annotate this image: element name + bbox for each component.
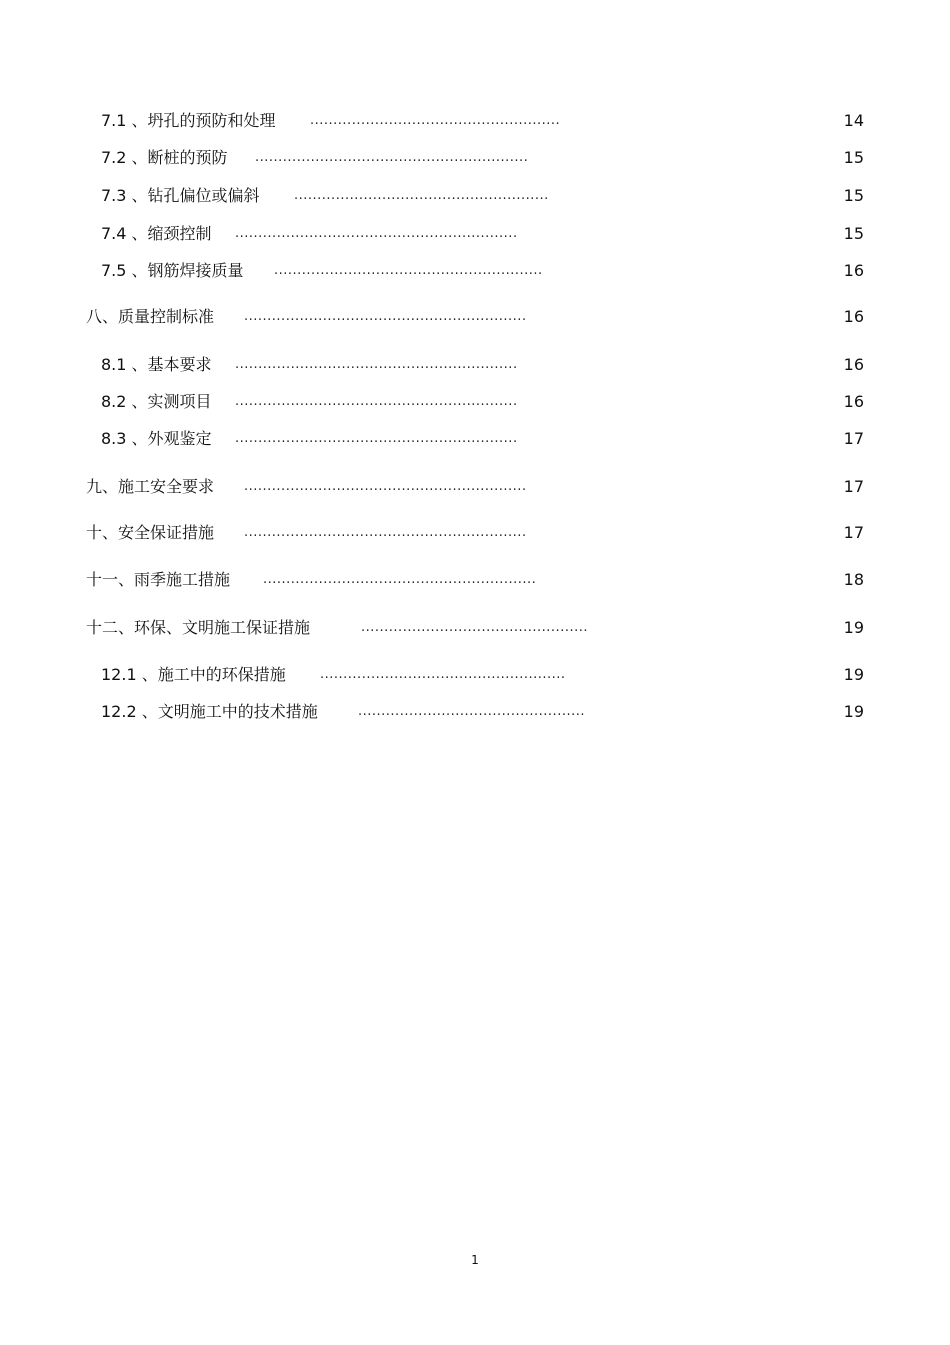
toc-entry-page: 18 xyxy=(843,570,864,589)
toc-entry-label: 8.2 、实测项目 xyxy=(101,392,212,411)
toc-entry-label: 十、安全保证措施 xyxy=(86,523,215,542)
toc-entry-label: 7.5 、钢筋焊接质量 xyxy=(101,261,244,280)
toc-leader-dots: ...................................................... xyxy=(310,113,561,128)
toc-leader-dots: ....................................................... xyxy=(294,188,549,203)
toc-leader-dots: ............................................................. xyxy=(235,357,518,372)
toc-entry-7-2[interactable] xyxy=(0,146,950,170)
toc-entry-label: 十一、雨季施工措施 xyxy=(86,570,231,589)
toc-entry-label: 12.1 、施工中的环保措施 xyxy=(101,665,286,684)
toc-entry-page: 15 xyxy=(843,148,864,167)
toc-entry-8-3[interactable] xyxy=(0,427,950,451)
toc-leader-dots: ............................................................. xyxy=(235,226,518,241)
toc-entry-chapter-8[interactable] xyxy=(0,305,950,329)
toc-entry-page: 16 xyxy=(843,307,864,326)
toc-leader-dots: .......................................................... xyxy=(274,263,543,278)
toc-entry-page: 19 xyxy=(843,665,864,684)
toc-entry-label: 九、施工安全要求 xyxy=(86,477,215,496)
toc-entry-page: 15 xyxy=(843,224,864,243)
toc-entry-12-2[interactable] xyxy=(0,700,950,724)
toc-entry-page: 16 xyxy=(843,392,864,411)
toc-leader-dots: ................................................. xyxy=(358,704,585,719)
toc-leader-dots: ............................................................. xyxy=(235,431,518,446)
toc-entry-label: 8.1 、基本要求 xyxy=(101,355,212,374)
toc-entry-label: 7.1 、坍孔的预防和处理 xyxy=(101,111,276,130)
toc-entry-page: 16 xyxy=(843,355,864,374)
toc-entry-12-1[interactable] xyxy=(0,663,950,687)
toc-leader-dots: ..................................................... xyxy=(320,667,566,682)
toc-entry-7-4[interactable] xyxy=(0,222,950,246)
toc-leader-dots: ............................................................. xyxy=(244,309,527,324)
toc-entry-page: 17 xyxy=(843,429,864,448)
toc-entry-7-3[interactable] xyxy=(0,184,950,208)
toc-entry-8-2[interactable] xyxy=(0,390,950,414)
toc-entry-page: 16 xyxy=(843,261,864,280)
toc-entry-chapter-11[interactable] xyxy=(0,568,950,592)
page-number: 1 xyxy=(471,1253,479,1267)
toc-leader-dots: ................................................. xyxy=(361,620,588,635)
toc-leader-dots: ........................................................... xyxy=(255,150,529,165)
toc-leader-dots: ............................................................. xyxy=(244,479,527,494)
toc-entry-page: 17 xyxy=(843,477,864,496)
toc-entry-page: 19 xyxy=(843,702,864,721)
toc-entry-label: 12.2 、文明施工中的技术措施 xyxy=(101,702,318,721)
toc-leader-dots: ............................................................. xyxy=(244,525,527,540)
toc-entry-label: 十二、环保、文明施工保证措施 xyxy=(86,618,311,637)
toc-entry-label: 八、质量控制标准 xyxy=(86,307,215,326)
toc-entry-chapter-9[interactable] xyxy=(0,475,950,499)
toc-entry-label: 8.3 、外观鉴定 xyxy=(101,429,212,448)
toc-entry-chapter-12[interactable] xyxy=(0,616,950,640)
toc-entry-page: 14 xyxy=(843,111,864,130)
toc-entry-page: 15 xyxy=(843,186,864,205)
toc-entry-8-1[interactable] xyxy=(0,353,950,377)
toc-leader-dots: ............................................................. xyxy=(235,394,518,409)
toc-entry-7-5[interactable] xyxy=(0,259,950,283)
toc-entry-label: 7.2 、断桩的预防 xyxy=(101,148,228,167)
toc-entry-label: 7.3 、钻孔偏位或偏斜 xyxy=(101,186,260,205)
toc-leader-dots: ........................................................... xyxy=(263,572,537,587)
toc-entry-page: 19 xyxy=(843,618,864,637)
toc-entry-chapter-10[interactable] xyxy=(0,521,950,545)
toc-entry-7-1[interactable] xyxy=(0,109,950,133)
toc-entry-label: 7.4 、缩颈控制 xyxy=(101,224,212,243)
toc-entry-page: 17 xyxy=(843,523,864,542)
